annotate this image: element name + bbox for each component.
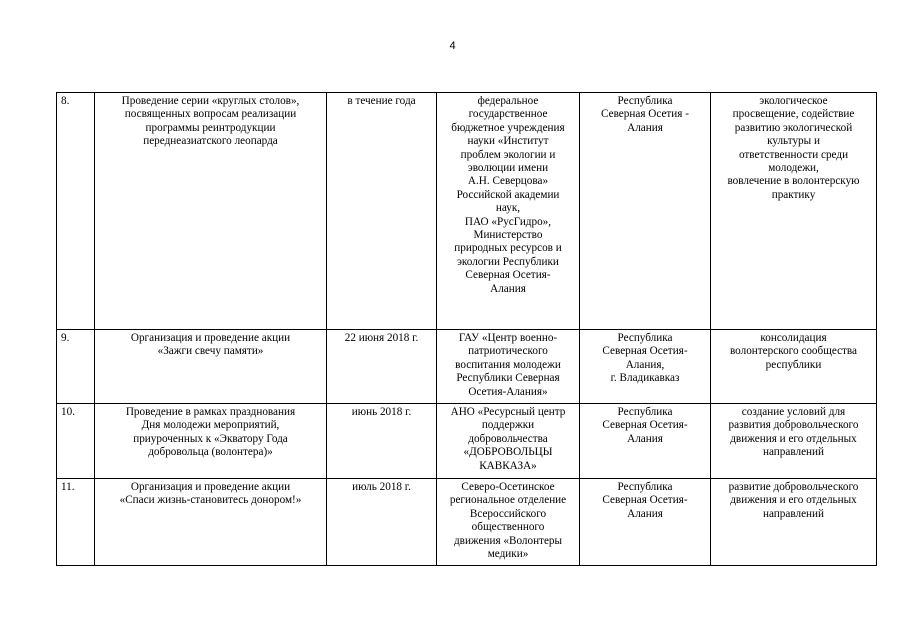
page-number: 4	[449, 40, 456, 52]
table-row	[57, 93, 877, 330]
executor-cell: Северо-Осетинское региональное отделение Всероссийского общественного движения «Волонтеры медики»	[437, 479, 580, 566]
place-cell: Республика Северная Осетия- Алания, г. Владикавказ	[580, 330, 711, 404]
result-cell: экологическое просвещение, содействие развитию экологической культуры и ответственности среди молодежи, вовлечение в волонтерскую практику	[711, 93, 877, 330]
event-cell: Организация и проведение акции «Зажги свечу памяти»	[95, 330, 327, 404]
result-cell: консолидация волонтерского сообщества республики	[711, 330, 877, 404]
event-cell: Проведение в рамках празднования Дня молодежи мероприятий, приуроченных к «Экватору Года добровольца (волонтера)»	[95, 404, 327, 479]
row-number: 11.	[57, 479, 95, 566]
row-number: 10.	[57, 404, 95, 479]
place-cell: Республика Северная Осетия- Алания	[580, 479, 711, 566]
place-cell: Республика Северная Осетия- Алания	[580, 404, 711, 479]
event-cell: Проведение серии «круглых столов», посвященных вопросам реализации программы реинтродукции переднеазиатского леопарда	[95, 93, 327, 330]
row-number: 9.	[57, 330, 95, 404]
table-row	[57, 330, 877, 404]
place-cell: Республика Северная Осетия - Алания	[580, 93, 711, 330]
row-number: 8.	[57, 93, 95, 330]
table-row	[57, 479, 877, 566]
events-plan-table	[56, 92, 877, 566]
date-cell: июнь 2018 г.	[327, 404, 437, 479]
result-cell: создание условий для развития добровольческого движения и его отдельных направлений	[711, 404, 877, 479]
executor-cell: АНО «Ресурсный центр поддержки добровольчества «ДОБРОВОЛЬЦЫ КАВКАЗА»	[437, 404, 580, 479]
result-cell: развитие добровольческого движения и его отдельных направлений	[711, 479, 877, 566]
table-row	[57, 404, 877, 479]
date-cell: 22 июня 2018 г.	[327, 330, 437, 404]
date-cell: в течение года	[327, 93, 437, 330]
executor-cell: ГАУ «Центр военно- патриотического воспитания молодежи Республики Северная Осетия-Алания»	[437, 330, 580, 404]
event-cell: Организация и проведение акции «Спаси жизнь-становитесь донором!»	[95, 479, 327, 566]
date-cell: июль 2018 г.	[327, 479, 437, 566]
executor-cell: федеральное государственное бюджетное учреждения науки «Институт проблем экологии и эволюции имени А.Н. Северцова» Российской академии наук, ПАО «РусГидро», Министерство природных ресурсов и экологии Республики Северная Осетия- Алания	[437, 93, 580, 330]
